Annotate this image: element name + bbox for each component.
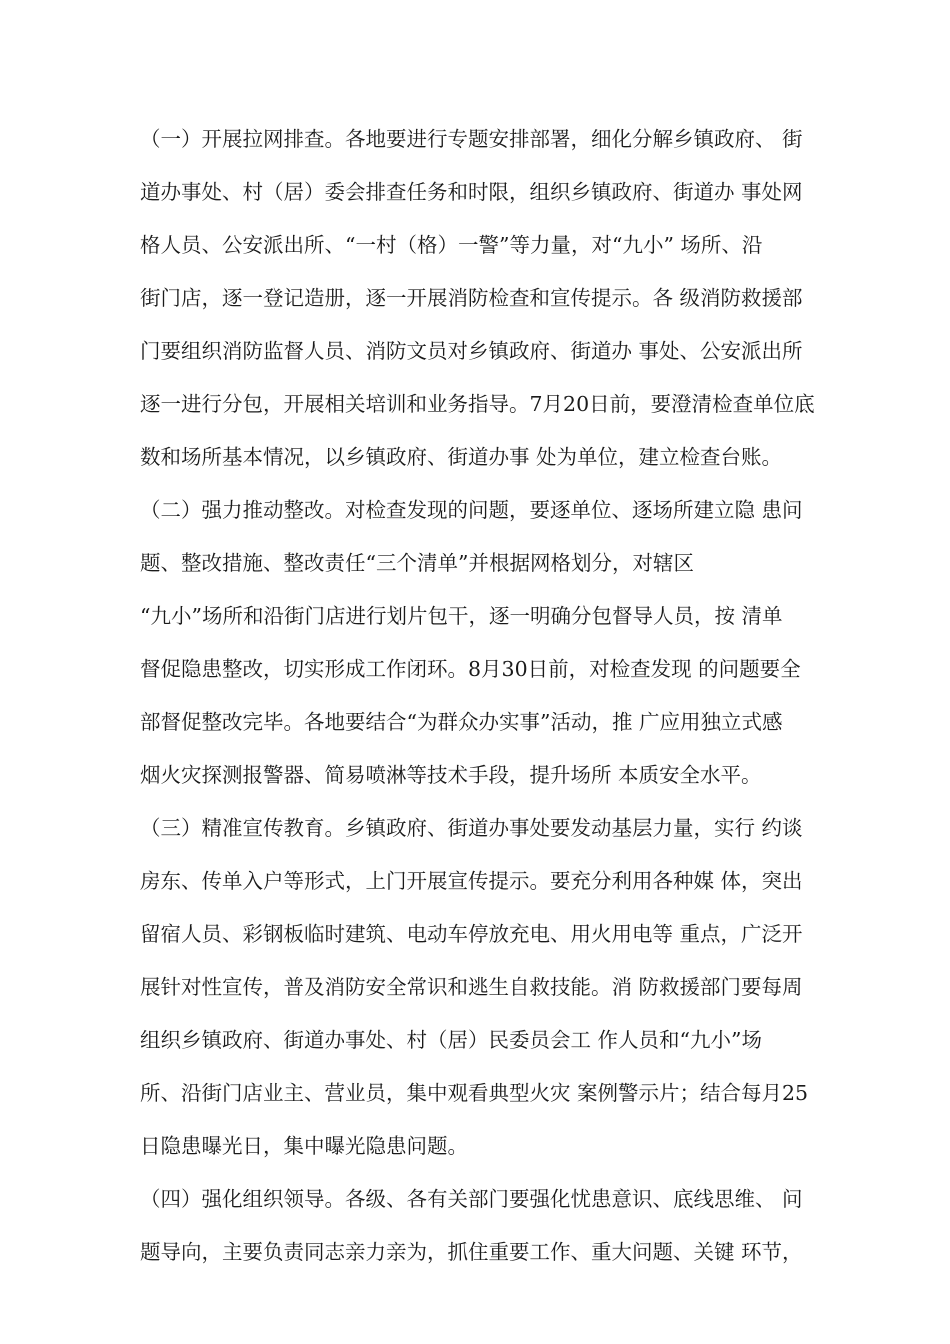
text-line: 道办事处、村（居）委会排查任务和时限，组织乡镇政府、街道办 事处网 [140, 180, 803, 204]
text-line: 题导向，主要负责同志亲力亲为，抓住重要工作、重大问题、关键 环节， [140, 1240, 803, 1264]
text-line: 数和场所基本情况，以乡镇政府、街道办事 处为单位，建立检查台账。 [140, 445, 783, 469]
text-line: （四）强化组织领导。各级、各有关部门要强化忧患意识、底线思维、 问 [140, 1187, 803, 1211]
text-line: （一）开展拉网排查。各地要进行专题安排部署，细化分解乡镇政府、 街 [140, 127, 803, 151]
text-line: 烟火灾探测报警器、简易喷淋等技术手段，提升场所 本质安全水平。 [140, 763, 762, 787]
text-line: 逐一进行分包，开展相关培训和业务指导。7月20日前，要澄清检查单位底 [140, 392, 815, 416]
text-line: 留宿人员、彩钢板临时建筑、电动车停放充电、用火用电等 重点，广泛开 [140, 922, 803, 946]
text-line: 街门店，逐一登记造册，逐一开展消防检查和宣传提示。各 级消防救援部 [140, 286, 803, 310]
text-line: 格人员、公安派出所、“一村（格）一警”等力量，对“九小” 场所、沿 [140, 233, 763, 257]
text-line: 组织乡镇政府、街道办事处、村（居）民委员会工 作人员和“九小”场 [140, 1028, 762, 1052]
text-line: 门要组织消防监督人员、消防文员对乡镇政府、街道办 事处、公安派出所 [140, 339, 803, 363]
text-line: 题、整改措施、整改责任“三个清单”并根据网格划分，对辖区 [140, 551, 694, 575]
text-line: 所、沿街门店业主、营业员，集中观看典型火灾 案例警示片；结合每月25 [140, 1081, 809, 1105]
text-line: 日隐患曝光日，集中曝光隐患问题。 [140, 1134, 468, 1158]
text-line: “九小”场所和沿街门店进行划片包干，逐一明确分包督导人员，按 清单 [140, 604, 783, 628]
text-line: （三）精准宣传教育。乡镇政府、街道办事处要发动基层力量，实行 约谈 [140, 816, 803, 840]
text-line: 督促隐患整改，切实形成工作闭环。8月30日前，对检查发现 的问题要全 [140, 657, 801, 681]
text-line: 房东、传单入户等形式，上门开展宣传提示。要充分利用各种媒 体，突出 [140, 869, 803, 893]
text-line: 部督促整改完毕。各地要结合“为群众办实事”活动，推 广应用独立式感 [140, 710, 783, 734]
text-line: （二）强力推动整改。对检查发现的问题，要逐单位、逐场所建立隐 患问 [140, 498, 803, 522]
text-line: 展针对性宣传，普及消防安全常识和逃生自救技能。消 防救援部门要每周 [140, 975, 803, 999]
